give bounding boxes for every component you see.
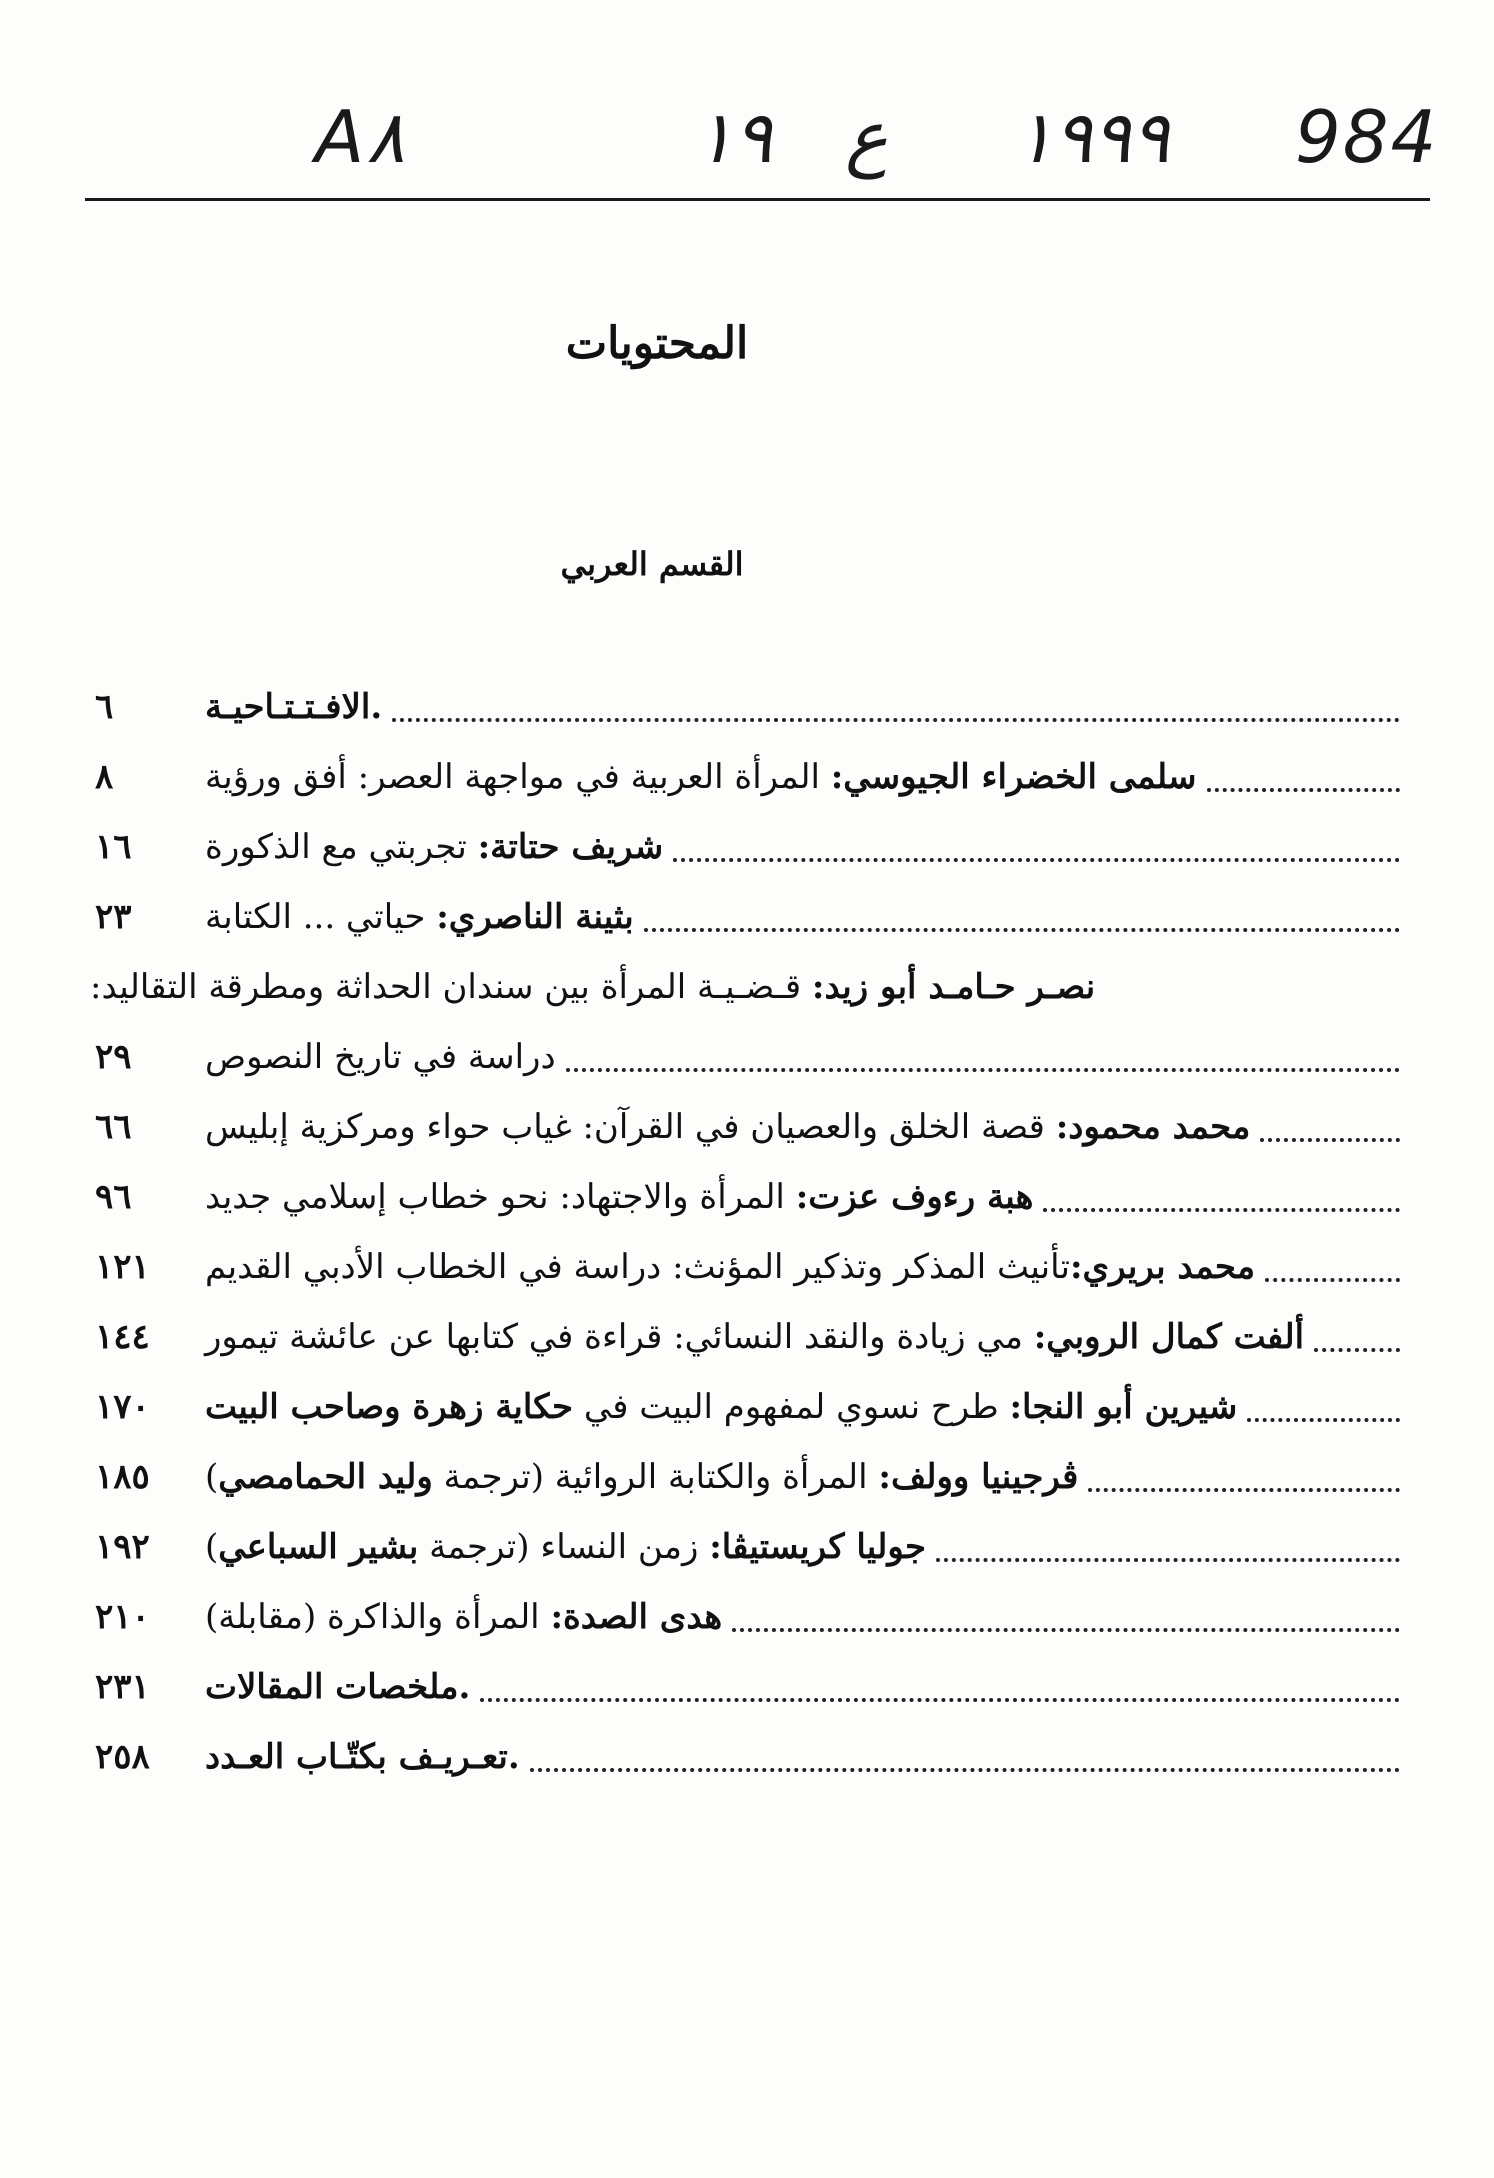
toc-entry [205, 757, 1197, 797]
toc-row [90, 1372, 1410, 1442]
header-rule [85, 198, 1430, 201]
toc-entry [205, 1247, 1255, 1287]
leader-dots [1247, 1416, 1400, 1422]
leader-dots [673, 856, 1400, 862]
toc-row [90, 882, 1410, 952]
handwritten-mark-1: A٨ [315, 95, 405, 179]
toc-entry [205, 827, 663, 867]
handwritten-mark-4: ١٩٩٩ [1015, 95, 1170, 179]
toc-page-number: ٢٣١ [95, 1667, 150, 1707]
toc-row [90, 1162, 1410, 1232]
toc-title: المرأة والاجتهاد: نحو خطاب إسلامي جديد [205, 1177, 796, 1217]
toc-author: شريف حتاتة: [477, 827, 664, 867]
toc-entry [205, 1387, 1237, 1427]
toc-entry [205, 1667, 470, 1707]
toc-emphasis: وليد الحمامصي [218, 1457, 433, 1497]
leader-dots [530, 1766, 1400, 1772]
toc-title: قـضـيـة المرأة بين سندان الحداثة ومطرقة التقاليد: [90, 967, 812, 1007]
toc-author: .تعـريـف بكتّـاب العـدد [205, 1737, 520, 1777]
toc-author: هبة رءوف عزت: [795, 1177, 1034, 1217]
leader-dots [480, 1696, 1400, 1702]
toc-page-number: ٢٩ [95, 1037, 132, 1077]
section-title: القسم العربي [560, 545, 744, 583]
toc-page-number: ٢٥٨ [95, 1737, 150, 1777]
toc-page-number: ٩٦ [95, 1177, 132, 1217]
toc-row [90, 1512, 1410, 1582]
toc-entry [205, 1037, 556, 1077]
toc-author: سلمى الخضراء الجيوسي: [830, 757, 1197, 797]
leader-dots [1207, 786, 1400, 792]
leader-dots [1265, 1276, 1400, 1282]
toc-page-number: ٢٣ [95, 897, 132, 937]
toc-page-number: ١٢١ [95, 1247, 150, 1287]
toc-author: هدى الصدة: [550, 1597, 723, 1637]
leader-dots [392, 716, 1400, 722]
leader-dots [1314, 1346, 1400, 1352]
toc-author: محمد محمود: [1055, 1107, 1251, 1147]
leader-dots [1043, 1206, 1400, 1212]
toc-title-tail: ) [205, 1457, 219, 1497]
leader-dots [644, 926, 1400, 932]
toc-entry [205, 1177, 1033, 1217]
toc-page-number: ١٩٢ [95, 1527, 150, 1567]
toc-title: طرح نسوي لمفهوم البيت في [573, 1387, 1010, 1427]
toc-page-number: ٨ [95, 757, 114, 797]
toc-entry [90, 967, 1095, 1007]
toc-page-number: ٢١٠ [95, 1597, 150, 1637]
toc-title: المرأة العربية في مواجهة العصر: أفق ورؤية [205, 757, 831, 797]
toc-row [90, 1232, 1410, 1302]
toc-author: جوليا كريستيڤا: [709, 1527, 926, 1567]
toc-title-tail: ) [205, 1527, 219, 1567]
toc-row [90, 672, 1410, 742]
toc-title: دراسة في تاريخ النصوص [205, 1037, 556, 1077]
toc-row [90, 1582, 1410, 1652]
leader-dots [566, 1066, 1400, 1072]
toc-entry [205, 1527, 926, 1567]
toc-author: شيرين أبو النجا: [1009, 1387, 1238, 1427]
toc-page-number: ١٦ [95, 827, 132, 867]
toc-author: بثينة الناصري: [436, 897, 634, 937]
handwritten-mark-2: ١٩ [695, 95, 773, 179]
toc-author: محمد بريري: [1069, 1247, 1256, 1287]
leader-dots [1260, 1136, 1400, 1142]
toc-entry [205, 1457, 1078, 1497]
toc-entry [205, 1107, 1250, 1147]
toc-row [90, 1022, 1410, 1092]
toc-emphasis: حكاية زهرة وصاحب البيت [205, 1387, 574, 1427]
toc-row [90, 742, 1410, 812]
toc-row [90, 1722, 1410, 1792]
toc-title: زمن النساء (ترجمة [418, 1527, 710, 1567]
toc-page-number: ١٤٤ [95, 1317, 150, 1357]
leader-dots [936, 1556, 1400, 1562]
toc-entry [205, 1737, 520, 1777]
toc-title: تجربتي مع الذكورة [205, 827, 478, 867]
toc-title: المرأة والكتابة الروائية (ترجمة [432, 1457, 879, 1497]
leader-dots [732, 1626, 1400, 1632]
toc-author: .الافـتـتـاحيـة [205, 687, 383, 727]
leader-dots [1088, 1486, 1400, 1492]
table-of-contents [90, 672, 1410, 1802]
toc-page-number: ٦٦ [95, 1107, 132, 1147]
toc-row [90, 1442, 1410, 1512]
toc-row [90, 952, 1410, 1022]
toc-author: نصـر حـامـد أبو زيد: [811, 967, 1096, 1007]
toc-emphasis: بشير السباعي [218, 1527, 419, 1567]
toc-author: ألفت كمال الروبي: [1033, 1317, 1305, 1357]
toc-title: تأنيث المذكر وتذكير المؤنث: دراسة في الخطاب الأدبي القديم [205, 1247, 1070, 1287]
toc-author: ڤرجينيا وولف: [878, 1457, 1079, 1497]
toc-entry [205, 687, 382, 727]
toc-entry [205, 1597, 722, 1637]
page-title: المحتويات [565, 318, 749, 369]
handwritten-mark-3: ع [845, 95, 888, 179]
toc-row [90, 1652, 1410, 1722]
handwritten-header [300, 95, 1450, 205]
toc-page-number: ١٨٥ [95, 1457, 150, 1497]
toc-row [90, 1092, 1410, 1162]
toc-title: المرأة والذاكرة (مقابلة) [205, 1597, 551, 1637]
toc-entry [205, 1317, 1304, 1357]
toc-title: مي زيادة والنقد النسائي: قراءة في كتابها عن عائشة تيمور [205, 1317, 1034, 1357]
toc-row [90, 1302, 1410, 1372]
toc-page-number: ٦ [95, 687, 114, 727]
handwritten-mark-5: 984 [1295, 95, 1439, 179]
toc-title: قصة الخلق والعصيان في القرآن: غياب حواء ومركزية إبليس [205, 1107, 1056, 1147]
toc-title: حياتي ... الكتابة [205, 897, 437, 937]
toc-entry [205, 897, 634, 937]
toc-author: .ملخصات المقالات [205, 1667, 471, 1707]
toc-page-number: ١٧٠ [95, 1387, 150, 1427]
toc-row [90, 812, 1410, 882]
